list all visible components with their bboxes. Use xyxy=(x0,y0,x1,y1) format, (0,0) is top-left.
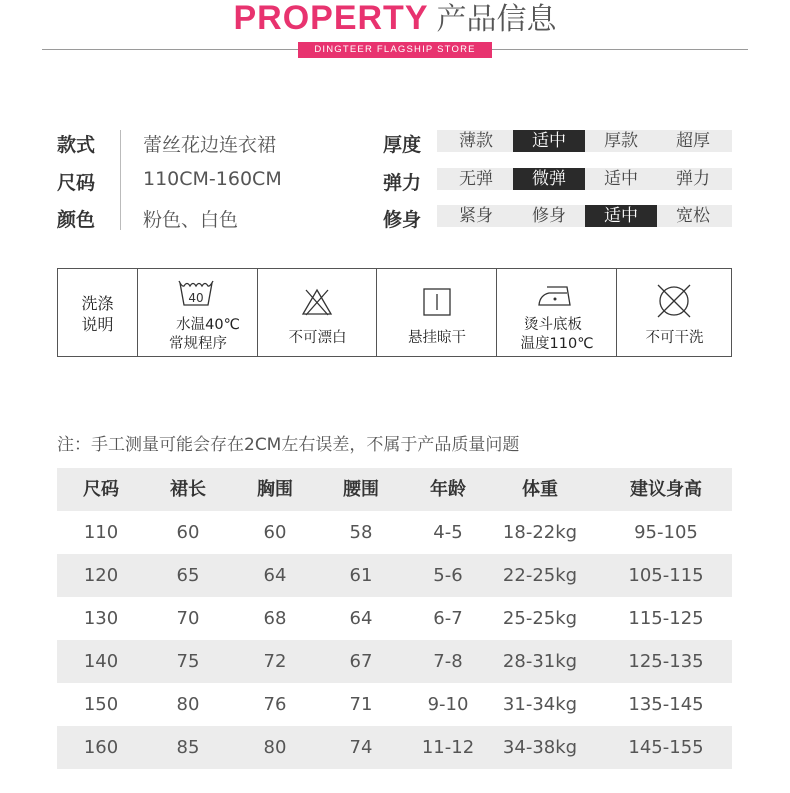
thickness-option-selected: 适中 xyxy=(513,130,585,152)
table-cell: 64 xyxy=(349,608,373,629)
size-table-header xyxy=(57,468,732,511)
table-cell: 74 xyxy=(349,737,373,758)
elasticity-option-selected: 微弹 xyxy=(513,168,585,190)
care-item-dry xyxy=(376,269,496,356)
table-cell: 140 xyxy=(83,651,119,672)
table-cell: 150 xyxy=(83,694,119,715)
elasticity-options xyxy=(437,168,732,190)
care-heading-line2: 说明 xyxy=(81,315,114,334)
elasticity-option: 弹力 xyxy=(676,169,710,189)
table-cell: 65 xyxy=(176,565,200,586)
style-label: 款式 xyxy=(57,134,96,156)
no-bleach-icon xyxy=(300,287,334,317)
size-table-header-cell: 尺码 xyxy=(83,479,119,500)
size-table-header-cell: 体重 xyxy=(522,479,558,500)
size-table-header-cell: 年龄 xyxy=(430,479,466,500)
table-cell: 64 xyxy=(263,565,287,586)
thickness-label: 厚度 xyxy=(383,134,422,156)
size-table-header-cell: 建议身高 xyxy=(630,479,702,500)
size-label: 尺码 xyxy=(57,172,96,194)
no-dry-clean-icon xyxy=(654,281,694,321)
table-cell: 130 xyxy=(83,608,119,629)
table-cell: 80 xyxy=(263,737,287,758)
table-cell: 76 xyxy=(263,694,287,715)
elasticity-option: 适中 xyxy=(604,169,638,189)
size-value: 110CM-160CM xyxy=(143,168,282,190)
table-cell: 25-25kg xyxy=(502,608,578,629)
iron-icon xyxy=(537,283,575,309)
wash-40-icon xyxy=(176,277,216,307)
table-cell: 61 xyxy=(349,565,373,586)
fit-option: 修身 xyxy=(532,206,566,226)
care-item-iron xyxy=(496,269,616,356)
wash-temp-icon-text: 40 xyxy=(188,291,204,305)
table-cell: 80 xyxy=(176,694,200,715)
page-title xyxy=(0,0,790,38)
care-iron-line2: 温度110℃ xyxy=(520,336,594,352)
table-cell: 60 xyxy=(263,522,287,543)
table-cell: 95-105 xyxy=(634,522,698,543)
table-cell: 110 xyxy=(83,522,119,543)
care-heading xyxy=(58,269,137,356)
care-item-wash xyxy=(137,269,257,356)
care-dryclean-text: 不可干洗 xyxy=(645,330,704,346)
table-cell: 72 xyxy=(263,651,287,672)
care-iron-line1: 烫斗底板 xyxy=(524,317,582,333)
fit-option: 宽松 xyxy=(676,206,710,226)
color-label: 颜色 xyxy=(57,209,96,231)
thickness-option: 超厚 xyxy=(676,131,710,151)
table-cell: 135-145 xyxy=(628,694,704,715)
table-cell: 18-22kg xyxy=(502,522,578,543)
table-cell: 145-155 xyxy=(628,737,704,758)
title-english: PROPERTY xyxy=(233,0,429,37)
table-cell: 34-38kg xyxy=(502,737,578,758)
table-cell: 28-31kg xyxy=(502,651,578,672)
care-item-dryclean xyxy=(616,269,731,356)
thickness-options xyxy=(437,130,732,152)
care-heading-line1: 洗涤 xyxy=(81,294,114,313)
table-cell: 70 xyxy=(176,608,200,629)
thickness-option: 薄款 xyxy=(459,131,493,151)
care-wash-line2: 常规程序 xyxy=(169,336,227,352)
hang-dry-icon xyxy=(422,287,452,317)
table-cell: 68 xyxy=(263,608,287,629)
size-table-header-cell: 胸围 xyxy=(257,479,293,500)
table-cell: 5-6 xyxy=(433,565,463,586)
table-cell: 85 xyxy=(176,737,200,758)
table-cell: 4-5 xyxy=(433,522,463,543)
elasticity-option: 无弹 xyxy=(459,169,493,189)
size-table xyxy=(57,468,732,769)
table-cell: 58 xyxy=(349,522,373,543)
thickness-option: 厚款 xyxy=(604,131,638,151)
care-item-bleach xyxy=(257,269,376,356)
fit-options xyxy=(437,205,732,227)
table-cell: 7-8 xyxy=(433,651,463,672)
table-cell: 75 xyxy=(176,651,200,672)
table-cell: 67 xyxy=(349,651,373,672)
table-cell: 71 xyxy=(349,694,373,715)
table-row xyxy=(57,511,732,554)
table-cell: 6-7 xyxy=(433,608,463,629)
style-value: 蕾丝花边连衣裙 xyxy=(143,134,277,156)
store-badge: DINGTEER FLAGSHIP STORE xyxy=(298,42,492,58)
table-cell: 125-135 xyxy=(628,651,704,672)
table-row xyxy=(57,554,732,597)
title-chinese: 产品信息 xyxy=(436,2,557,37)
care-table xyxy=(57,268,732,357)
measurement-note: 注：手工测量可能会存在2CM左右误差，不属于产品质量问题 xyxy=(57,435,520,455)
color-value: 粉色、白色 xyxy=(143,209,239,231)
care-wash-line1: 水温40℃ xyxy=(176,317,240,333)
elasticity-label: 弹力 xyxy=(383,172,422,194)
table-cell: 22-25kg xyxy=(502,565,578,586)
table-row xyxy=(57,597,732,640)
fit-option-selected: 适中 xyxy=(585,205,657,227)
size-table-header-cell: 裙长 xyxy=(170,479,206,500)
table-cell: 160 xyxy=(83,737,119,758)
table-cell: 60 xyxy=(176,522,200,543)
table-row xyxy=(57,726,732,769)
table-cell: 115-125 xyxy=(628,608,704,629)
table-row xyxy=(57,683,732,726)
size-table-header-cell: 腰围 xyxy=(343,479,379,500)
table-cell: 105-115 xyxy=(628,565,704,586)
table-cell: 120 xyxy=(83,565,119,586)
table-cell: 31-34kg xyxy=(502,694,578,715)
table-row xyxy=(57,640,732,683)
care-dry-text: 悬挂晾干 xyxy=(408,330,466,346)
property-divider xyxy=(120,130,121,230)
table-cell: 9-10 xyxy=(427,694,469,715)
care-bleach-text: 不可漂白 xyxy=(288,330,347,346)
fit-option: 紧身 xyxy=(459,206,493,226)
table-cell: 11-12 xyxy=(421,737,475,758)
fit-label: 修身 xyxy=(383,209,422,231)
